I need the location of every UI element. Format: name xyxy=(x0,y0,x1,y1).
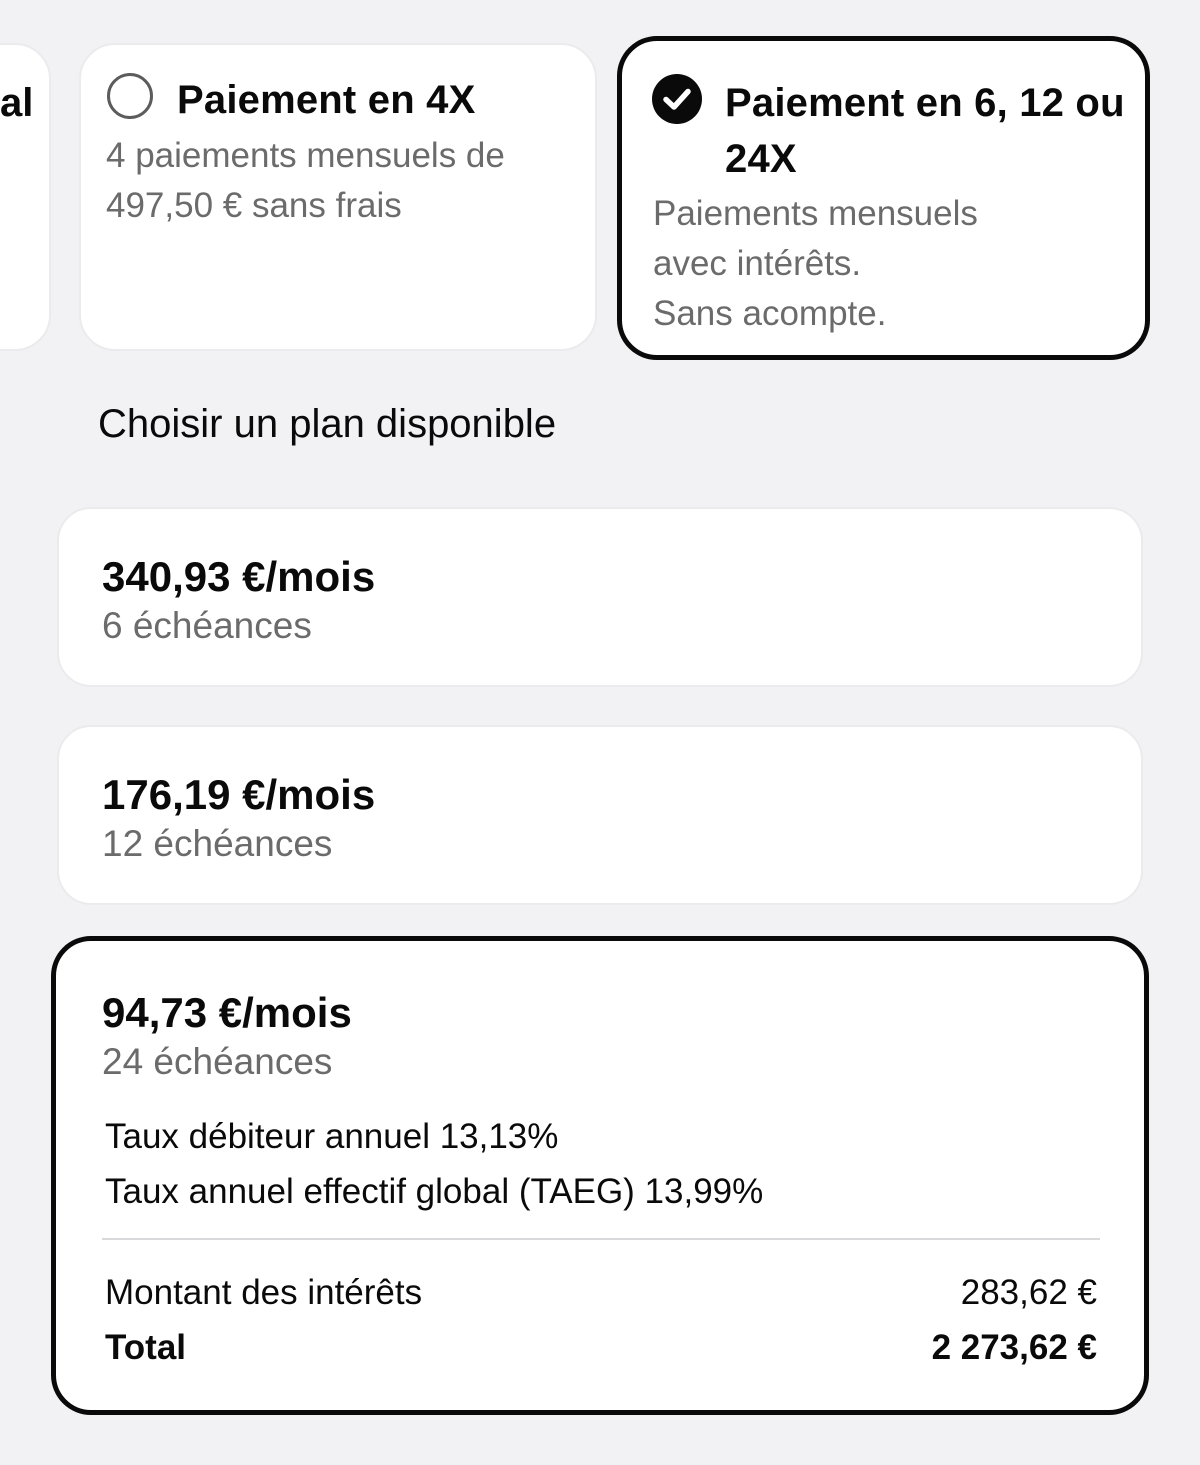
checkmark-icon xyxy=(652,74,702,124)
rate-debiteur: Taux débiteur annuel 13,13% xyxy=(105,1117,559,1156)
plan-installments: 24 échéances xyxy=(102,1041,333,1082)
interest-label: Montant des intérêts xyxy=(105,1273,423,1312)
rate-taeg: Taux annuel effectif global (TAEG) 13,99% xyxy=(105,1172,764,1211)
payment-option-6-12-24x-title: Paiement en 6, 12 ou 24X xyxy=(725,81,1125,181)
payment-option-partial[interactable] xyxy=(0,43,51,351)
total-row xyxy=(105,1323,1097,1373)
payment-option-4x-title: Paiement en 4X xyxy=(177,78,476,122)
plan-installments: 6 échéances xyxy=(102,605,312,646)
plan-card-6[interactable] xyxy=(57,507,1143,687)
description-line-2: avec intérêts. xyxy=(653,244,862,283)
interest-row xyxy=(105,1268,1097,1318)
plan-amount: 94,73 €/mois xyxy=(102,989,352,1036)
divider xyxy=(102,1238,1100,1240)
check-circle-icon[interactable] xyxy=(652,74,702,124)
section-title: Choisir un plan disponible xyxy=(98,402,557,446)
plan-amount: 176,19 €/mois xyxy=(102,771,376,818)
interest-value: 283,62 € xyxy=(960,1273,1097,1312)
description-line-3: Sans acompte. xyxy=(653,294,887,333)
plan-amount: 340,93 €/mois xyxy=(102,553,376,600)
plan-card-12[interactable] xyxy=(57,725,1143,905)
payment-option-6-12-24x[interactable] xyxy=(617,36,1150,360)
payment-option-4x-description: 4 paiements mensuels de 497,50 € sans frais xyxy=(106,136,505,225)
plan-card-24[interactable] xyxy=(51,936,1149,1415)
total-value: 2 273,62 € xyxy=(931,1328,1097,1367)
payment-option-6-12-24x-description xyxy=(653,189,1113,339)
payment-option-partial-label: al xyxy=(0,81,34,125)
radio-empty-icon[interactable] xyxy=(107,73,153,119)
description-line-1: Paiements mensuels xyxy=(653,194,978,233)
payment-option-4x[interactable] xyxy=(79,43,597,351)
total-label: Total xyxy=(105,1328,187,1367)
plan-installments: 12 échéances xyxy=(102,823,333,864)
